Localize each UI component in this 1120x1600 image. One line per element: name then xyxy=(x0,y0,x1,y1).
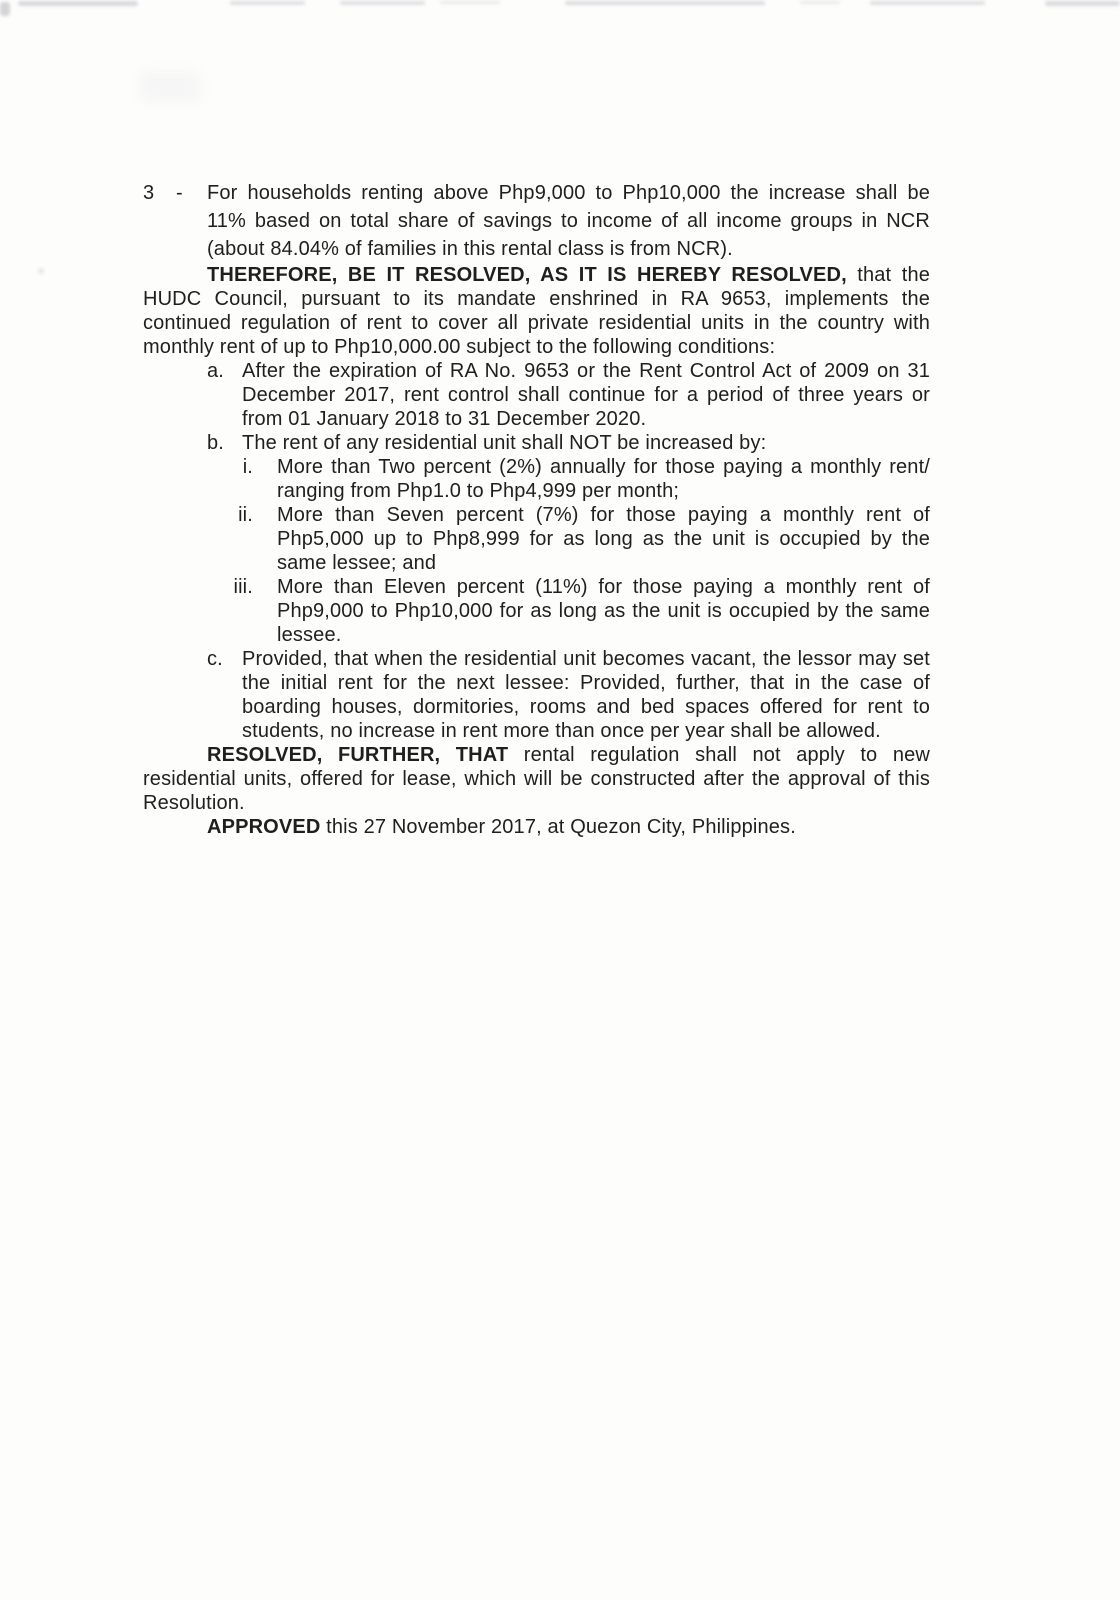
scan-smudge xyxy=(340,1,425,5)
item-3-text: For households renting above Php9,000 to Php10,000 the increase shall be 11% based on total share of savings to income of all income groups in NCR (about 84.04% of families in this rental class is from NCR). xyxy=(207,182,930,260)
resolved-further-paragraph xyxy=(143,743,930,815)
sub-condition-iii-marker: iii. xyxy=(233,576,253,598)
condition-item-a xyxy=(143,359,930,431)
sub-condition-ii-text: More than Seven percent (7%) for those paying a monthly rent of Php5,000 up to Php8,999 for as long as the unit is occupied by the same lessee; and xyxy=(277,504,930,574)
condition-a-text: After the expiration of RA No. 9653 or the Rent Control Act of 2009 on 31 December 2017, rent control shall continue for a period of three years or from 01 January 2018 to 31 December 2020. xyxy=(242,360,930,430)
sub-condition-item-iii xyxy=(143,575,930,647)
item-3-number: 3 xyxy=(143,182,155,204)
scan-smudge xyxy=(565,1,765,5)
document-body xyxy=(143,179,930,839)
condition-c-marker: c. xyxy=(207,648,223,670)
condition-item-c xyxy=(143,647,930,743)
condition-a-marker: a. xyxy=(207,360,224,382)
numbered-item-3 xyxy=(143,179,930,263)
scan-smudge xyxy=(1045,1,1120,6)
sub-condition-ii-marker: ii. xyxy=(238,504,253,526)
scan-smudge xyxy=(38,268,44,274)
scan-smudge xyxy=(440,1,500,4)
scan-smudge xyxy=(140,72,200,102)
approved-bold-word: APPROVED xyxy=(207,816,321,838)
condition-c-text: Provided, that when the residential unit becomes vacant, the lessor may set the initial rent for the next lessee: Provided, further, that in the case of boarding houses, dormitories, rooms and bed spaces offered for rent to students, no increase in rent more than once per year shall be allowed. xyxy=(242,648,930,742)
scan-smudge xyxy=(0,2,10,16)
therefore-bold-clause: THEREFORE, BE IT RESOLVED, AS IT IS HEREBY RESOLVED, xyxy=(207,264,847,286)
sub-condition-i-marker: i. xyxy=(242,456,253,478)
approved-line xyxy=(143,815,930,839)
resolved-body-text: rental regulation shall not apply to new residential units, offered for lease, which will be constructed after the approval of this Resolution. xyxy=(143,744,930,814)
sub-condition-item-ii xyxy=(143,503,930,575)
scan-smudge xyxy=(800,1,840,4)
sub-condition-i-text: More than Two percent (2%) annually for those paying a monthly rent/ ranging from Php1.0 to Php4,999 per month; xyxy=(277,456,930,502)
therefore-body-text: that the HUDC Council, pursuant to its mandate enshrined in RA 9653, implements the continued regulation of rent to cover all private residential units in the country with monthly rent of up to Php10,000.00 subject to the following conditions: xyxy=(143,264,930,358)
scan-smudge xyxy=(18,1,138,6)
sub-condition-iii-text: More than Eleven percent (11%) for those paying a monthly rent of Php9,000 to Php10,000 for as long as the unit is occupied by the same lessee. xyxy=(277,576,930,646)
condition-b-text: The rent of any residential unit shall NOT be increased by: xyxy=(242,432,767,454)
item-3-dash: - xyxy=(176,182,183,204)
sub-condition-item-i xyxy=(143,455,930,503)
therefore-paragraph xyxy=(143,263,930,359)
approved-body-text: this 27 November 2017, at Quezon City, Philippines. xyxy=(320,816,796,838)
scan-smudge xyxy=(870,1,985,5)
condition-item-b xyxy=(143,431,930,455)
condition-b-marker: b. xyxy=(207,432,224,454)
scan-smudge xyxy=(230,1,305,5)
resolved-bold-clause: RESOLVED, FURTHER, THAT xyxy=(207,744,509,766)
